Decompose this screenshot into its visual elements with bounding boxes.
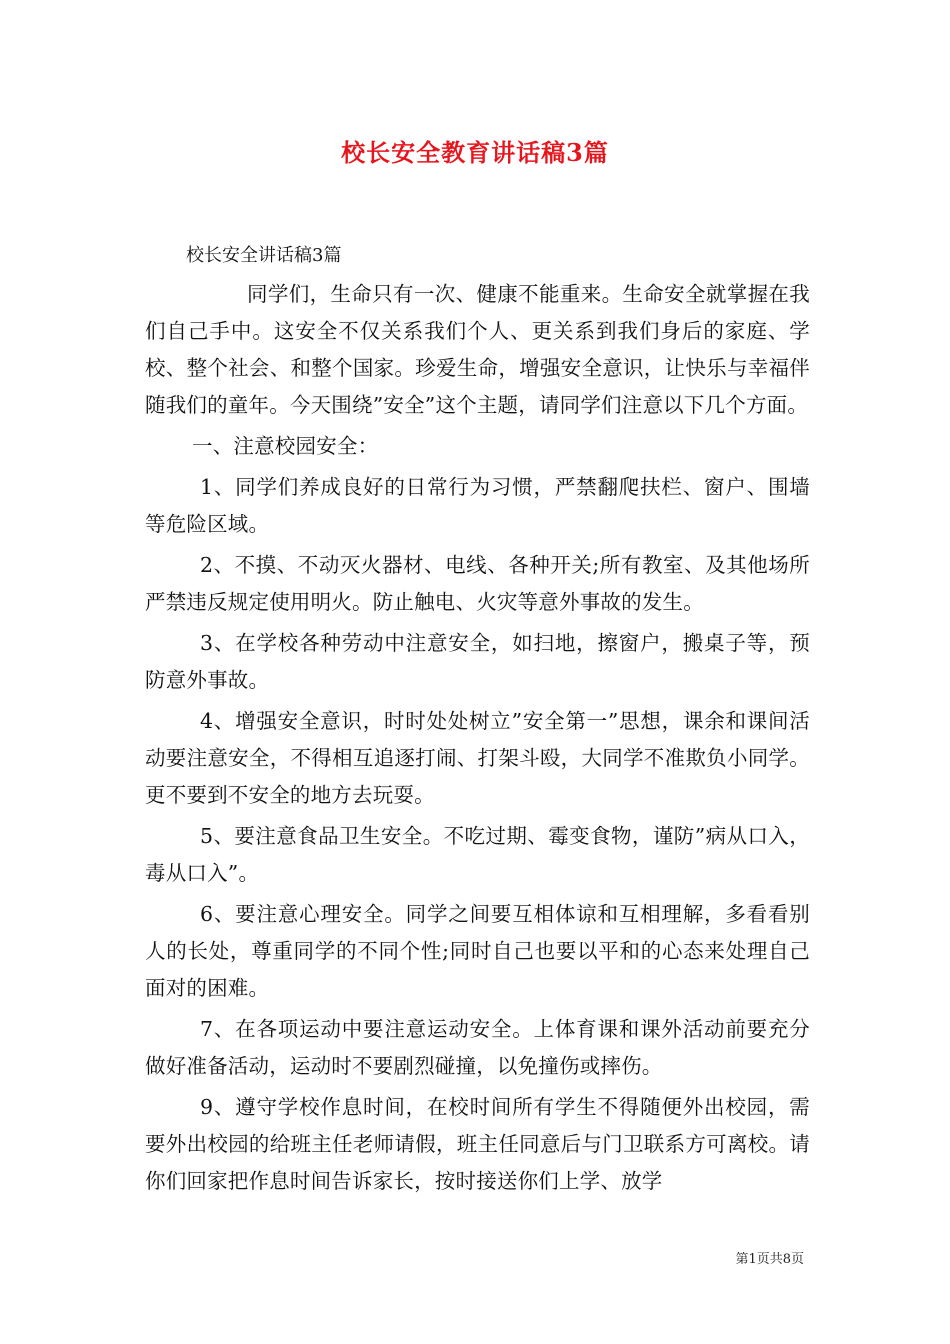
paragraph-intro: 同学们，生命只有一次、健康不能重来。生命安全就掌握在我们自己手中。这安全不仅关系我们个人、更关系到我们身后的家庭、学校、整个社会、和整个国家。珍爱生命，增强安全意识，让快乐与幸福伴随我们的童年。今天围绕”安全”这个主题，请同学们注意以下几个方面。 bbox=[145, 282, 810, 417]
document-body bbox=[145, 276, 810, 1204]
page-number: 第1页共8页 bbox=[735, 1252, 804, 1267]
paragraph-item-9: 9、遵守学校作息时间，在校时间所有学生不得随便外出校园，需要外出校园的给班主任老师请假，班主任同意后与门卫联系方可离校。请你们回家把作息时间告诉家长，按时接送你们上学、放学 bbox=[145, 1095, 810, 1193]
paragraph-item-5: 5、要注意食品卫生安全。不吃过期、霉变食物，谨防”病从口入，毒从口入”。 bbox=[145, 824, 810, 885]
paragraph-item-6: 6、要注意心理安全。同学之间要互相体谅和互相理解，多看看别人的长处，尊重同学的不同个性;同时自己也要以平和的心态来处理自己面对的困难。 bbox=[145, 902, 810, 1000]
document-subtitle: 校长安全讲话稿3篇 bbox=[186, 245, 342, 266]
section-heading: 一、注意校园安全： bbox=[192, 434, 379, 458]
document-title: 校长安全教育讲话稿3篇 bbox=[341, 138, 609, 167]
paragraph-item-7: 7、在各项运动中要注意运动安全。上体育课和课外活动前要充分做好准备活动，运动时不要剧烈碰撞，以免撞伤或摔伤。 bbox=[145, 1017, 810, 1078]
paragraph-item-3: 3、在学校各种劳动中注意安全，如扫地，擦窗户，搬桌子等，预防意外事故。 bbox=[145, 631, 810, 692]
paragraph-item-2: 2、不摸、不动灭火器材、电线、各种开关;所有教室、及其他场所严禁违反规定使用明火。防止触电、火灾等意外事故的发生。 bbox=[145, 553, 810, 614]
paragraph-item-4: 4、增强安全意识，时时处处树立”安全第一”思想，课余和课间活动要注意安全，不得相互追逐打闹、打架斗殴，大同学不准欺负小同学。更不要到不安全的地方去玩耍。 bbox=[145, 709, 810, 807]
paragraph-item-1: 1、同学们养成良好的日常行为习惯，严禁翻爬扶栏、窗户、围墙等危险区域。 bbox=[145, 475, 810, 536]
